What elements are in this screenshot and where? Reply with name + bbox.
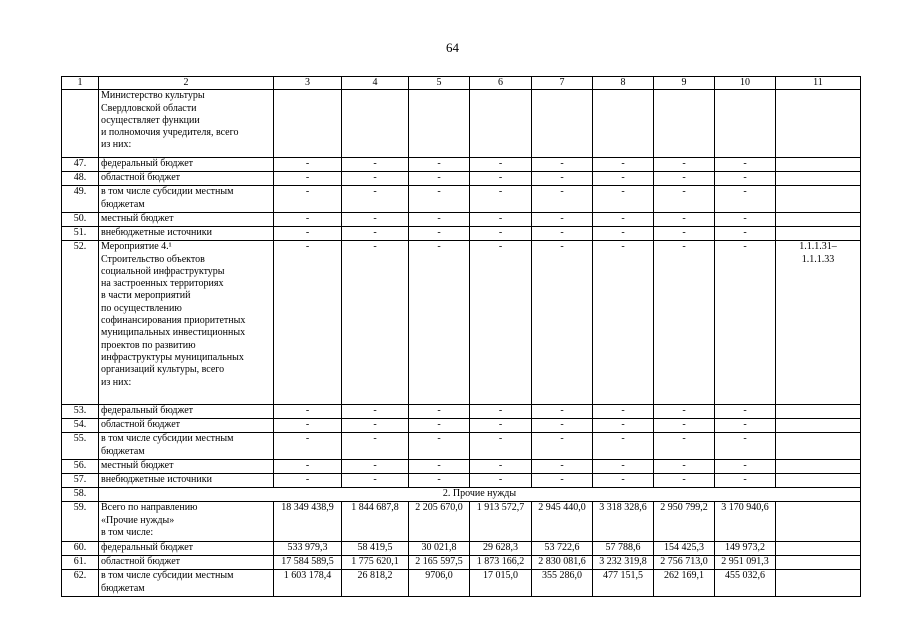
value-cell: 2 950 799,2 — [654, 502, 715, 542]
value-cell: - — [715, 172, 776, 186]
column-header: 5 — [409, 77, 470, 90]
column-header: 10 — [715, 77, 776, 90]
value-cell: - — [470, 405, 532, 419]
table-row — [62, 213, 861, 227]
value-cell: - — [654, 405, 715, 419]
value-cell: - — [715, 474, 776, 488]
value-cell: - — [593, 213, 654, 227]
row-number-cell: 54. — [62, 419, 99, 433]
value-cell: 9706,0 — [409, 570, 470, 597]
row-label-cell: федеральный бюджет — [99, 158, 274, 172]
value-cell: 3 170 940,6 — [715, 502, 776, 542]
value-cell: - — [274, 172, 342, 186]
value-cell: 1 913 572,7 — [470, 502, 532, 542]
value-cell: - — [274, 158, 342, 172]
value-cell: - — [654, 186, 715, 213]
value-cell: - — [593, 474, 654, 488]
value-cell — [342, 90, 409, 158]
reference-cell: 1.1.1.31– 1.1.1.33 — [776, 241, 861, 405]
value-cell: - — [342, 405, 409, 419]
value-cell: - — [654, 433, 715, 460]
value-cell: 57 788,6 — [593, 542, 654, 556]
value-cell: 355 286,0 — [532, 570, 593, 597]
table-row — [62, 542, 861, 556]
value-cell — [409, 90, 470, 158]
reference-cell — [776, 186, 861, 213]
row-number-cell — [62, 90, 99, 158]
value-cell: - — [470, 213, 532, 227]
value-cell: - — [342, 474, 409, 488]
value-cell: - — [715, 213, 776, 227]
value-cell: - — [470, 227, 532, 241]
value-cell: 1 603 178,4 — [274, 570, 342, 597]
value-cell: - — [654, 172, 715, 186]
value-cell: 2 205 670,0 — [409, 502, 470, 542]
value-cell — [532, 90, 593, 158]
value-cell: - — [409, 186, 470, 213]
value-cell: - — [274, 213, 342, 227]
reference-cell — [776, 502, 861, 542]
row-label-cell: федеральный бюджет — [99, 542, 274, 556]
value-cell: 18 349 438,9 — [274, 502, 342, 542]
reference-cell — [776, 419, 861, 433]
value-cell: - — [715, 158, 776, 172]
value-cell: - — [715, 241, 776, 405]
row-label-cell: местный бюджет — [99, 460, 274, 474]
value-cell: - — [532, 186, 593, 213]
table-row — [62, 90, 861, 158]
value-cell: - — [593, 186, 654, 213]
value-cell: 58 419,5 — [342, 542, 409, 556]
value-cell: - — [593, 433, 654, 460]
value-cell: - — [532, 158, 593, 172]
value-cell: - — [409, 241, 470, 405]
table-row — [62, 227, 861, 241]
row-label-cell: Министерство культуры Свердловской области осуществляет функции и полномочия учредителя, всего из них: — [99, 90, 274, 158]
row-number-cell: 58. — [62, 488, 99, 502]
value-cell: - — [470, 433, 532, 460]
table-row — [62, 556, 861, 570]
table-row — [62, 474, 861, 488]
value-cell: 2 830 081,6 — [532, 556, 593, 570]
row-label-cell: областной бюджет — [99, 172, 274, 186]
value-cell: - — [274, 186, 342, 213]
reference-cell — [776, 556, 861, 570]
reference-cell — [776, 213, 861, 227]
value-cell: - — [593, 241, 654, 405]
value-cell: - — [409, 405, 470, 419]
row-number-cell: 48. — [62, 172, 99, 186]
value-cell: - — [274, 474, 342, 488]
table-row — [62, 433, 861, 460]
table-row — [62, 419, 861, 433]
value-cell: 1 844 687,8 — [342, 502, 409, 542]
column-header: 9 — [654, 77, 715, 90]
value-cell: - — [593, 227, 654, 241]
value-cell: - — [342, 227, 409, 241]
table-header-row — [62, 77, 861, 90]
value-cell: - — [342, 241, 409, 405]
value-cell: - — [342, 186, 409, 213]
reference-cell — [776, 405, 861, 419]
table-row — [62, 158, 861, 172]
reference-cell — [776, 433, 861, 460]
column-header: 4 — [342, 77, 409, 90]
value-cell: - — [654, 460, 715, 474]
value-cell: - — [342, 419, 409, 433]
reference-cell — [776, 570, 861, 597]
value-cell: 2 945 440,0 — [532, 502, 593, 542]
value-cell: - — [409, 158, 470, 172]
column-header: 3 — [274, 77, 342, 90]
value-cell: 1 775 620,1 — [342, 556, 409, 570]
section-title: 2. Прочие нужды — [99, 488, 861, 502]
row-number-cell: 59. — [62, 502, 99, 542]
value-cell: - — [274, 227, 342, 241]
value-cell — [715, 90, 776, 158]
row-number-cell: 52. — [62, 241, 99, 405]
row-number-cell: 61. — [62, 556, 99, 570]
row-label-cell: внебюджетные источники — [99, 474, 274, 488]
row-number-cell: 53. — [62, 405, 99, 419]
value-cell: - — [274, 241, 342, 405]
value-cell: - — [532, 419, 593, 433]
reference-cell — [776, 227, 861, 241]
value-cell: 154 425,3 — [654, 542, 715, 556]
value-cell: - — [532, 227, 593, 241]
value-cell: 3 232 319,8 — [593, 556, 654, 570]
value-cell: - — [342, 213, 409, 227]
value-cell: 2 756 713,0 — [654, 556, 715, 570]
value-cell: - — [342, 433, 409, 460]
value-cell: 455 032,6 — [715, 570, 776, 597]
value-cell: - — [470, 186, 532, 213]
value-cell: - — [532, 405, 593, 419]
value-cell: - — [593, 172, 654, 186]
page-number: 64 — [446, 40, 459, 55]
value-cell: - — [593, 158, 654, 172]
column-header: 1 — [62, 77, 99, 90]
value-cell: - — [470, 241, 532, 405]
value-cell: - — [715, 227, 776, 241]
value-cell: - — [654, 158, 715, 172]
value-cell: 30 021,8 — [409, 542, 470, 556]
row-number-cell: 50. — [62, 213, 99, 227]
value-cell: 3 318 328,6 — [593, 502, 654, 542]
reference-cell — [776, 172, 861, 186]
table-row — [62, 460, 861, 474]
column-header: 2 — [99, 77, 274, 90]
row-label-cell: внебюджетные источники — [99, 227, 274, 241]
column-header: 6 — [470, 77, 532, 90]
value-cell: - — [654, 227, 715, 241]
value-cell: - — [342, 460, 409, 474]
value-cell — [593, 90, 654, 158]
value-cell: - — [593, 405, 654, 419]
column-header: 8 — [593, 77, 654, 90]
row-label-cell: областной бюджет — [99, 556, 274, 570]
value-cell: - — [409, 213, 470, 227]
row-label-cell: областной бюджет — [99, 419, 274, 433]
table-row — [62, 570, 861, 597]
table-row — [62, 241, 861, 405]
reference-cell — [776, 90, 861, 158]
value-cell: - — [654, 419, 715, 433]
row-number-cell: 62. — [62, 570, 99, 597]
value-cell: - — [274, 405, 342, 419]
value-cell: - — [532, 474, 593, 488]
value-cell: - — [470, 460, 532, 474]
row-number-cell: 55. — [62, 433, 99, 460]
column-header: 11 — [776, 77, 861, 90]
row-number-cell: 49. — [62, 186, 99, 213]
value-cell: - — [532, 433, 593, 460]
table-row — [62, 405, 861, 419]
value-cell — [654, 90, 715, 158]
column-header: 7 — [532, 77, 593, 90]
reference-cell — [776, 542, 861, 556]
value-cell: 2 951 091,3 — [715, 556, 776, 570]
row-number-cell: 56. — [62, 460, 99, 474]
value-cell: - — [274, 460, 342, 474]
value-cell: - — [470, 158, 532, 172]
value-cell: 533 979,3 — [274, 542, 342, 556]
value-cell: - — [274, 433, 342, 460]
table-row — [62, 502, 861, 542]
value-cell: 17 584 589,5 — [274, 556, 342, 570]
value-cell: 262 169,1 — [654, 570, 715, 597]
table-row — [62, 186, 861, 213]
row-label-cell: федеральный бюджет — [99, 405, 274, 419]
value-cell: - — [593, 419, 654, 433]
value-cell: 29 628,3 — [470, 542, 532, 556]
value-cell: - — [470, 419, 532, 433]
value-cell: - — [470, 172, 532, 186]
row-number-cell: 60. — [62, 542, 99, 556]
row-label-cell: в том числе субсидии местным бюджетам — [99, 570, 274, 597]
reference-cell — [776, 158, 861, 172]
value-cell — [274, 90, 342, 158]
reference-cell — [776, 474, 861, 488]
row-label-cell: в том числе субсидии местным бюджетам — [99, 433, 274, 460]
row-label-cell: местный бюджет — [99, 213, 274, 227]
value-cell: 26 818,2 — [342, 570, 409, 597]
value-cell: - — [409, 433, 470, 460]
value-cell — [470, 90, 532, 158]
value-cell: - — [593, 460, 654, 474]
row-number-cell: 47. — [62, 158, 99, 172]
table-row — [62, 172, 861, 186]
value-cell: - — [715, 405, 776, 419]
value-cell: - — [274, 419, 342, 433]
value-cell: - — [715, 419, 776, 433]
value-cell: - — [715, 460, 776, 474]
budget-table — [61, 76, 861, 597]
value-cell: - — [409, 474, 470, 488]
value-cell: 2 165 597,5 — [409, 556, 470, 570]
value-cell: - — [532, 172, 593, 186]
value-cell: - — [470, 474, 532, 488]
value-cell: - — [532, 213, 593, 227]
value-cell: - — [342, 158, 409, 172]
value-cell: - — [409, 419, 470, 433]
value-cell: - — [409, 172, 470, 186]
reference-cell — [776, 460, 861, 474]
value-cell: - — [409, 460, 470, 474]
row-number-cell: 51. — [62, 227, 99, 241]
value-cell: - — [409, 227, 470, 241]
value-cell: 1 873 166,2 — [470, 556, 532, 570]
row-label-cell: Мероприятие 4.¹ Строительство объектов социальной инфраструктуры на застроенных территориях в части мероприятий по осуществлению софинансирования приоритетных муниципальных инвестиционных проектов по развитию инфраструктуры муниципальных организаций культуры, всего из них: — [99, 241, 274, 405]
value-cell: - — [654, 474, 715, 488]
section-row — [62, 488, 861, 502]
value-cell: - — [715, 186, 776, 213]
value-cell: - — [654, 213, 715, 227]
value-cell: - — [532, 241, 593, 405]
value-cell: 477 151,5 — [593, 570, 654, 597]
row-label-cell: Всего по направлению «Прочие нужды» в том числе: — [99, 502, 274, 542]
value-cell: 149 973,2 — [715, 542, 776, 556]
value-cell: - — [532, 460, 593, 474]
value-cell: 17 015,0 — [470, 570, 532, 597]
row-number-cell: 57. — [62, 474, 99, 488]
value-cell: 53 722,6 — [532, 542, 593, 556]
value-cell: - — [342, 172, 409, 186]
value-cell: - — [654, 241, 715, 405]
value-cell: - — [715, 433, 776, 460]
row-label-cell: в том числе субсидии местным бюджетам — [99, 186, 274, 213]
